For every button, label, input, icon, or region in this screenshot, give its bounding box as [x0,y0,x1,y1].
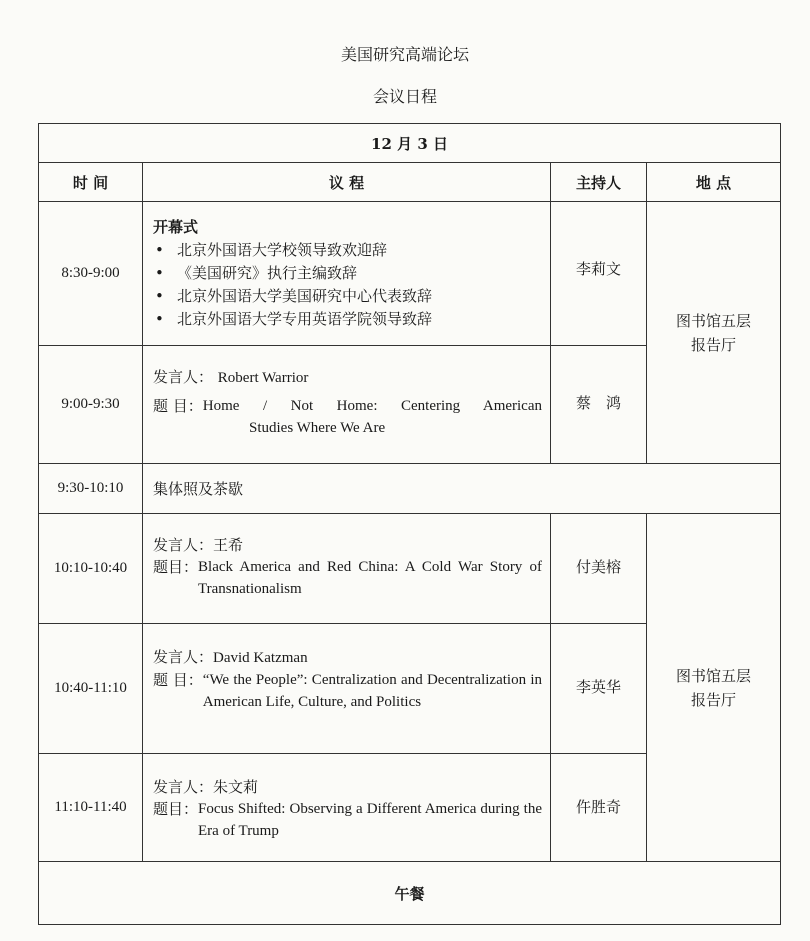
agenda-cell-talk3 [143,624,551,754]
list-item: • 北京外国语大学专用英语学院领导致辞 [153,308,542,331]
column-host: 主持人 [551,163,647,202]
speaker-label: 发言人： [153,536,214,554]
host-cell: 仵胜奇 [551,754,647,862]
time-cell: 10:40-11:10 [39,624,143,754]
topic-text: Focus Shifted: Observing a Different America during the Era of Trump [198,801,542,839]
list-item: • 《美国研究》执行主编致辞 [153,262,542,285]
host-cell: 李英华 [551,624,647,754]
topic-text: Black America and Red China: A Cold War Story of Transnationalism [198,559,542,597]
topic-text: “We the People”: Centralization and Decentralization in American Life, Culture, and Politics [202,672,542,710]
topic-text-line1: Home / Not Home: Centering American [202,398,542,414]
venue-text: 图书馆五层 报告厅 [676,311,752,354]
agenda-cell-talk1 [143,346,551,464]
host-cell: 李莉文 [551,202,647,346]
column-venue: 地 点 [647,163,781,202]
time-cell: 8:30-9:00 [39,202,143,346]
topic-line [153,395,542,417]
topic-text-line2: Studies Where We Are [249,420,386,436]
speaker-label: 发言人： [153,778,214,796]
topic-label: 题 目： [153,671,203,689]
host-cell: 付美榕 [551,514,647,624]
opening-label: 开幕式 [153,218,199,236]
column-time: 时 间 [39,163,143,202]
list-item: • 北京外国语大学美国研究中心代表致辞 [153,285,542,308]
agenda-cell-talk4 [143,754,551,862]
agenda-table [38,123,781,925]
column-agenda: 议 程 [143,163,551,202]
break-cell: 集体照及茶歇 [143,464,781,514]
speaker-label: 发言人： [153,368,214,386]
host-cell: 蔡 鸿 [551,346,647,464]
topic-line [153,669,542,713]
forum-title: 美国研究高端论坛 [340,45,469,64]
topic-label: 题 目： [153,397,203,415]
speaker-name: 王希 [213,536,244,554]
topic-line-2 [153,417,542,439]
agenda-cell-talk2 [143,514,551,624]
speaker-name: David Katzman [213,650,308,666]
venue-cell-late [647,514,781,862]
time-cell: 11:10-11:40 [39,754,143,862]
table-row-talk2 [39,514,781,624]
time-text: 9:00-9:30 [61,396,120,412]
venue-cell-morning [647,202,781,464]
list-item: • 北京外国语大学校领导致欢迎辞 [153,239,542,262]
speaker-name: Robert Warrior [217,370,309,386]
speaker-line [153,646,542,669]
table-row-lunch [39,862,781,925]
time-cell: 10:10-10:40 [39,514,143,624]
speaker-name: 朱文莉 [213,778,259,796]
schedule-title: 会议日程 [372,87,437,106]
table-row-break [39,464,781,514]
date-heading: 12 月 3 日 [39,124,781,163]
speaker-line [153,534,542,556]
lunch-cell: 午餐 [39,862,781,925]
table-row-opening [39,202,781,346]
time-cell: 9:30-10:10 [39,464,143,514]
speaker-line [153,776,542,798]
topic-line [153,798,542,842]
agenda-cell-opening [143,202,551,346]
topic-label: 题目： [153,800,199,818]
topic-line [153,556,542,600]
speaker-label: 发言人： [153,648,214,666]
speaker-line [153,366,542,389]
time-cell [39,346,143,464]
topic-label: 题目： [153,558,199,576]
venue-text: 图书馆五层 报告厅 [676,666,752,709]
opening-list [153,239,542,331]
column-headers [39,163,781,202]
